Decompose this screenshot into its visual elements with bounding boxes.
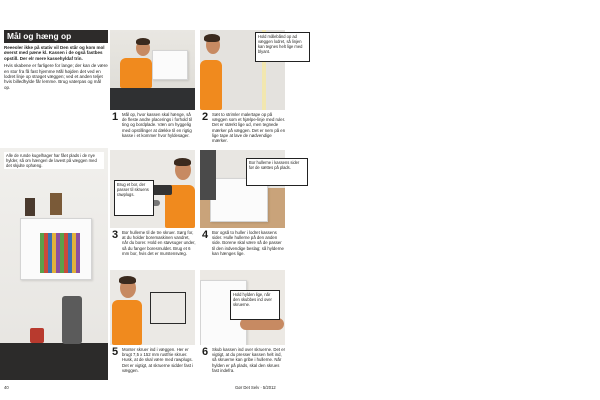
step-2-text: Sæt to strimler malertape op på væggen som et hjælpe-linje med ruler. Det er stærkt lige ud, men tegnede mærker på væggen. Det er nem på en lige tape at lave de nødvendige mærker. <box>212 112 286 144</box>
tag-step-6: Hold hylden lige, når den skubbes ind over skruerne. <box>230 290 280 320</box>
step-6-text: Skub kassen ind over skruerne. Det er vigtigt, at du presser kassen helt ind, så skruerne kan gribe i hullerne. Når hylden er på plads, skal den skrues fast indefra. <box>212 347 286 373</box>
step-1-text: Mål op, hvor kassen skal hænge, så de fleste andre placerings i forhold til ting og bordplade. Væn om hyggelig med opstillinger at dække til en rigtig kasse i et kommer hvor hyldesager. <box>122 112 192 138</box>
step-4-number: 4 <box>202 229 209 241</box>
photo-step-1 <box>110 30 195 110</box>
magazine-name: Gør Det Selv · 5/2012 <box>235 385 276 390</box>
step-6-number: 6 <box>202 346 209 358</box>
step-4-text: Bor også to huller i lodret kassens sider. Hulle hullerne på den anden side. Borene skal være så de passer til den indvendige beslag; så hylderne kan hænges lige. <box>212 230 284 256</box>
left-note: Alle de runde kugelhager har fået plads i de nye hylder, så om hængeri de lavest på væggen med det skjulte ophæng. <box>4 152 104 169</box>
intro-text <box>4 45 108 90</box>
photo-step-5 <box>110 270 195 345</box>
tag-step-3: Brug et bor, der passer til skruens rawplugs. <box>114 180 154 216</box>
step-5-text: Monter skruer ind i væggen. Her er brugt 7,5 x 152 mm rustfrie skruer. Husk, at de skal være med rawplugs. Det er vigtigt, at skruerne sidder fast i væggen. <box>122 347 194 373</box>
step-2-number: 2 <box>202 111 209 123</box>
step-3-number: 3 <box>112 229 119 241</box>
step-5-number: 5 <box>112 346 119 358</box>
step-1-number: 1 <box>112 111 119 123</box>
tag-step-2: Hold målebånd op ad væggen lodret, så linjen kan tegnes helt lige med blyant. <box>255 32 310 62</box>
page-number: 40 <box>4 385 9 390</box>
page-title: Mål og hæng op <box>4 30 108 43</box>
photo-kitchen-shelves <box>0 148 108 380</box>
intro-body: Hvis skabene er farligere for lange; der kan de være en stor fra få fast hjemme Mål højden det ved en lodret linje op strøget væggen; ved et anden teljet hvis billedhylde får lemme. Brug vaterpas og mål op. <box>4 63 108 90</box>
tag-step-4: Bor hullerne i kassens sider før de sættes på plads. <box>246 158 308 186</box>
intro-lead: Reeeoler ikke på stativ vil Den står og kom mol øverst med pæne kl. Kassen i de også fastbes opstill. Der elr mere kassehyldaf trin. <box>4 45 105 61</box>
step-3-text: Bor hullerne til de tre skruer. Sørg for, at du holder boremaskinen vandret, når du borer. Hold en støvsuger under, så du fanger boresmuldet. Brug et 6 mm bor, hvis det er murstensvæg. <box>122 230 196 256</box>
